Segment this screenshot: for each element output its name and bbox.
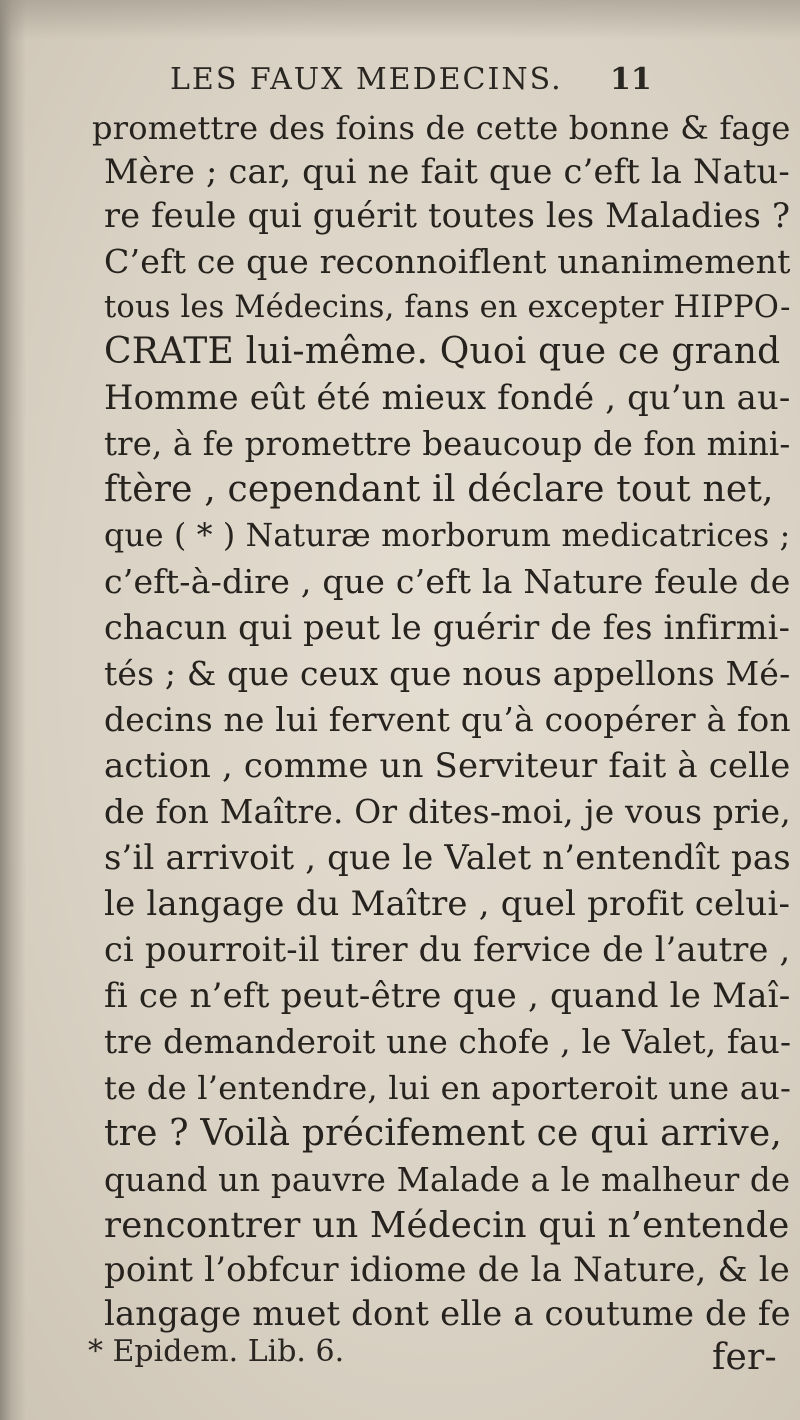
catchword: fer- bbox=[712, 1337, 777, 1378]
text-line: CRATE lui-même. Quoi que ce grand bbox=[104, 331, 781, 372]
text-line: re feule qui guérit toutes les Maladies ? bbox=[104, 196, 791, 235]
text-line: ci pourroit-il tirer du fervice de l’autre , bbox=[104, 930, 791, 969]
running-title: LES FAUX MEDECINS. bbox=[170, 62, 563, 97]
text-line: de fon Maître. Or dites-moi, je vous prie, bbox=[104, 793, 791, 831]
text-line: chacun qui peut le guérir de fes infirmi- bbox=[104, 608, 791, 647]
text-line: tés ; & que ceux que nous appellons Mé- bbox=[104, 654, 791, 693]
text-line: Mère ; car, qui ne fait que c’eft la Natu- bbox=[104, 152, 790, 191]
text-line: le langage du Maître , quel profit celui- bbox=[104, 884, 791, 924]
text-line: point l’obfcur idiome de la Nature, & le bbox=[104, 1250, 790, 1289]
text-line: action , comme un Serviteur fait à celle bbox=[104, 746, 791, 785]
footnote: * Epidem. Lib. 6. bbox=[88, 1334, 345, 1369]
text-line: decins ne lui fervent qu’à coopérer à fon bbox=[104, 700, 791, 739]
text-line: que ( * ) Naturæ morborum medicatrices ; bbox=[104, 518, 791, 554]
text-line: c’eft-à-dire , que c’eft la Nature feule de bbox=[104, 562, 791, 601]
text-line: te de l’entendre, lui en aporteroit une au- bbox=[104, 1069, 792, 1107]
page-number: 11 bbox=[610, 62, 652, 97]
text-line: rencontrer un Médecin qui n’entende bbox=[104, 1205, 790, 1246]
text-line: promettre des foins de cette bonne & fage bbox=[92, 109, 791, 147]
text-line: C’eft ce que reconnoiflent unanimement bbox=[104, 242, 791, 281]
text-line: tre, à fe promettre beaucoup de fon mini- bbox=[104, 425, 791, 463]
text-line: tre ? Voilà précifement ce qui arrive, bbox=[104, 1113, 783, 1154]
text-line: quand un pauvre Malade a le malheur de bbox=[104, 1161, 791, 1199]
text-line: tous les Médecins, fans en excepter HIPPO- bbox=[104, 290, 791, 325]
text-line: langage muet dont elle a coutume de fe bbox=[104, 1294, 791, 1333]
text-line: fi ce n’eft peut-être que , quand le Maî- bbox=[104, 976, 791, 1016]
text-line: s’il arrivoit , que le Valet n’entendît pas bbox=[104, 838, 791, 877]
text-line: tre demanderoit une chofe , le Valet, fau- bbox=[104, 1023, 792, 1061]
text-line: ftère , cependant il déclare tout net, bbox=[104, 469, 774, 510]
text-line: Homme eût été mieux fondé , qu’un au- bbox=[104, 378, 791, 417]
